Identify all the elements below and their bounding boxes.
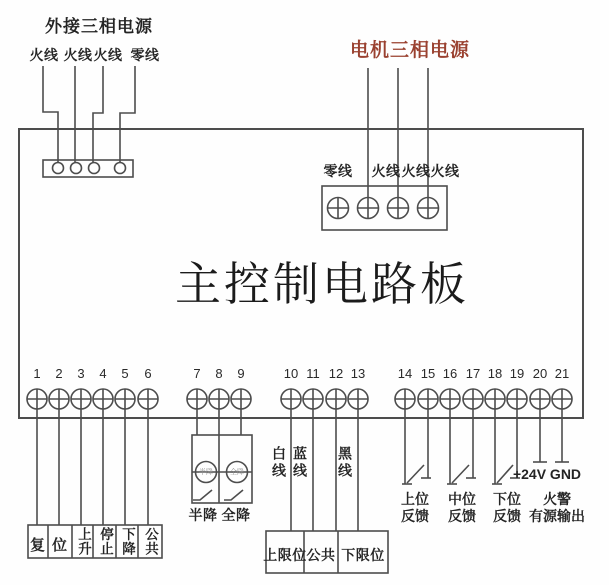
motor-terminal-label-live-1: 火线 [371,163,401,179]
feedback-switches [402,465,520,484]
limit-common-label: 公共 [306,547,336,563]
terminal-number-20: 20 [532,366,548,381]
fire-alarm-output-label [529,491,585,525]
lower-feedback-label [493,491,521,525]
motor-power-title: 电机三相电源 [349,40,471,61]
half-lower-button-inner: 半降 [199,469,213,476]
common-label: 公共 [143,527,158,556]
full-lower-button-inner: 全降 [230,469,244,476]
half-lower-label: 半降 [188,507,218,523]
terminal-number-21: 21 [554,366,570,381]
terminal-number-17: 17 [465,366,481,381]
motor-terminal-label-neutral: 零线 [323,163,353,179]
upper-feedback-label [401,491,429,525]
fire-alarm-line1: 火警 [543,491,571,507]
terminal-number-8: 8 [215,366,223,381]
terminal-number-16: 16 [442,366,458,381]
reset-label: 复位 [30,537,75,554]
lower-feedback-line1: 下位 [493,491,521,507]
terminal-number-19: 19 [509,366,525,381]
upper-feedback-line2: 反馈 [401,508,429,524]
external-wire-label-live-1: 火线 [29,47,59,63]
terminal-number-4: 4 [99,366,107,381]
lower-limit-label: 下限位 [341,547,385,563]
terminal-number-13: 13 [350,366,366,381]
terminal-number-12: 12 [328,366,344,381]
power-output-label: +24V GND [512,466,582,482]
blue-wire-label: 蓝线 [292,446,308,480]
terminal-number-14: 14 [397,366,413,381]
terminal-number-6: 6 [144,366,152,381]
middle-feedback-line2: 反馈 [448,508,476,524]
upper-limit-label: 上限位 [263,547,307,563]
full-lower-label: 全降 [221,507,251,523]
external-wire-label-live-3: 火线 [93,47,123,63]
terminal-number-15: 15 [420,366,436,381]
terminal-number-3: 3 [77,366,85,381]
down-label: 下降 [120,527,135,556]
terminal-number-18: 18 [487,366,503,381]
middle-feedback-label [448,491,476,525]
fire-alarm-line2: 有源输出 [529,508,585,524]
terminal-number-7: 7 [193,366,201,381]
external-power-wires [43,66,135,162]
motor-terminal-label-live-3: 火线 [430,163,460,179]
board-title: 主控制电路板 [175,259,469,310]
external-wire-label-live-2: 火线 [63,47,93,63]
terminal-number-10: 10 [283,366,299,381]
terminal-number-9: 9 [237,366,245,381]
terminal-number-1: 1 [33,366,41,381]
external-power-title: 外接三相电源 [45,17,153,36]
black-wire-label: 黑线 [337,446,353,480]
middle-feedback-line1: 中位 [448,491,476,507]
motor-terminal-label-live-2: 火线 [401,163,431,179]
upper-feedback-line1: 上位 [401,491,429,507]
external-terminal-strip [43,160,133,177]
stop-label: 停止 [98,527,113,556]
up-label: 上升 [76,527,91,556]
terminal-number-11: 11 [306,366,320,381]
white-wire-label: 白线 [271,446,287,480]
external-wire-label-neutral: 零线 [130,47,160,63]
terminal-number-2: 2 [55,366,63,381]
terminal-number-5: 5 [121,366,129,381]
lower-feedback-line2: 反馈 [493,508,521,524]
